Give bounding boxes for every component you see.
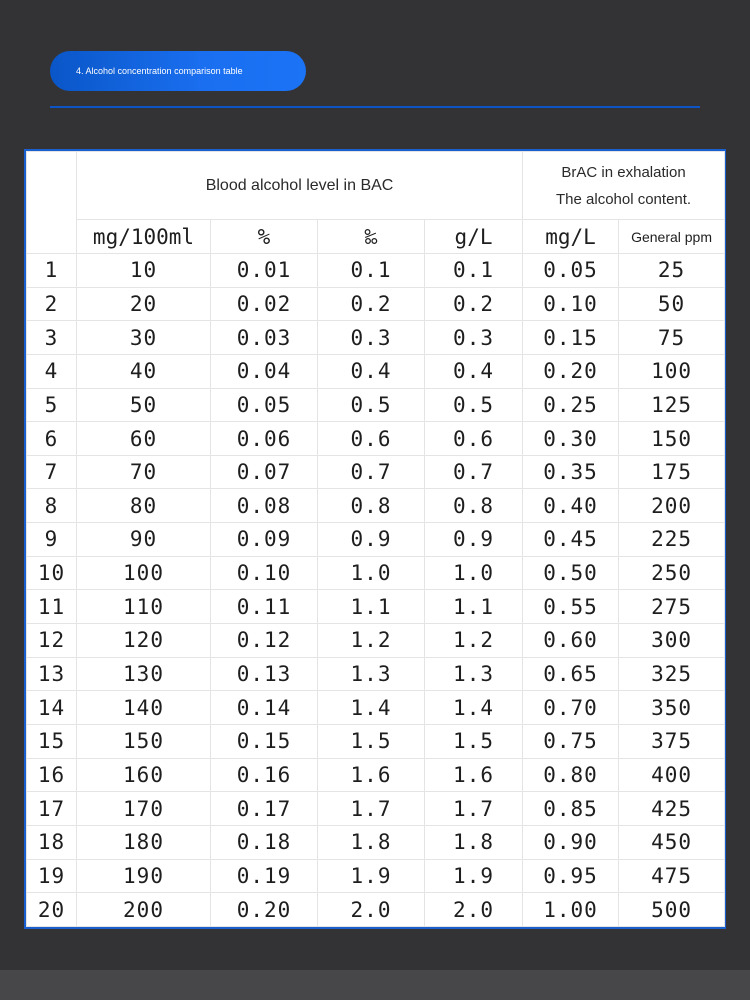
percent-value-cell: 0.14 [211, 691, 318, 725]
column-header-percent: % [211, 220, 318, 254]
mg100ml-value-cell: 60 [77, 422, 211, 456]
comparison-table-container [24, 149, 726, 929]
row-index-cell: 6 [27, 422, 77, 456]
row-index-cell: 19 [27, 859, 77, 893]
mg100ml-value-cell: 200 [77, 893, 211, 927]
mgl-value-cell: 0.10 [523, 287, 619, 321]
gl-value-cell: 0.8 [425, 489, 523, 523]
ppm-value-cell: 25 [619, 254, 725, 288]
gl-value-cell: 0.3 [425, 321, 523, 355]
ppm-value-cell: 75 [619, 321, 725, 355]
table-row [27, 489, 725, 523]
gl-value-cell: 1.9 [425, 859, 523, 893]
alcohol-comparison-table [26, 151, 725, 927]
mgl-value-cell: 0.75 [523, 724, 619, 758]
mgl-value-cell: 0.05 [523, 254, 619, 288]
percent-value-cell: 0.10 [211, 556, 318, 590]
mg100ml-value-cell: 80 [77, 489, 211, 523]
mg100ml-value-cell: 50 [77, 388, 211, 422]
ppm-value-cell: 450 [619, 825, 725, 859]
mgl-value-cell: 0.60 [523, 624, 619, 658]
mgl-value-cell: 0.90 [523, 825, 619, 859]
permille-value-cell: 1.6 [318, 758, 425, 792]
mgl-value-cell: 0.20 [523, 354, 619, 388]
gl-value-cell: 0.7 [425, 455, 523, 489]
row-index-cell: 10 [27, 556, 77, 590]
row-index-cell: 8 [27, 489, 77, 523]
percent-value-cell: 0.12 [211, 624, 318, 658]
ppm-value-cell: 375 [619, 724, 725, 758]
mgl-value-cell: 0.40 [523, 489, 619, 523]
table-row [27, 893, 725, 927]
ppm-value-cell: 175 [619, 455, 725, 489]
brac-header-line1: BrAC in exhalation [561, 163, 686, 181]
permille-value-cell: 2.0 [318, 893, 425, 927]
row-index-cell: 17 [27, 792, 77, 826]
mgl-value-cell: 0.55 [523, 590, 619, 624]
gl-value-cell: 1.3 [425, 657, 523, 691]
gl-value-cell: 1.4 [425, 691, 523, 725]
permille-value-cell: 0.7 [318, 455, 425, 489]
mg100ml-value-cell: 90 [77, 523, 211, 557]
mg100ml-value-cell: 40 [77, 354, 211, 388]
row-index-cell: 15 [27, 724, 77, 758]
gl-value-cell: 0.9 [425, 523, 523, 557]
mg100ml-value-cell: 190 [77, 859, 211, 893]
ppm-value-cell: 50 [619, 287, 725, 321]
table-row [27, 254, 725, 288]
table-row [27, 321, 725, 355]
ppm-value-cell: 400 [619, 758, 725, 792]
section-title-pill [50, 51, 306, 91]
ppm-value-cell: 475 [619, 859, 725, 893]
row-index-cell: 9 [27, 523, 77, 557]
mg100ml-value-cell: 120 [77, 624, 211, 658]
ppm-value-cell: 350 [619, 691, 725, 725]
percent-value-cell: 0.16 [211, 758, 318, 792]
percent-value-cell: 0.19 [211, 859, 318, 893]
percent-value-cell: 0.09 [211, 523, 318, 557]
gl-value-cell: 1.7 [425, 792, 523, 826]
gl-value-cell: 1.0 [425, 556, 523, 590]
section-title: 4. Alcohol concentration comparison table [76, 66, 243, 76]
table-row [27, 388, 725, 422]
title-divider [50, 106, 700, 108]
table-row [27, 624, 725, 658]
percent-value-cell: 0.03 [211, 321, 318, 355]
ppm-value-cell: 125 [619, 388, 725, 422]
index-header-cell [27, 152, 77, 254]
mgl-value-cell: 1.00 [523, 893, 619, 927]
ppm-value-cell: 425 [619, 792, 725, 826]
row-index-cell: 7 [27, 455, 77, 489]
row-index-cell: 3 [27, 321, 77, 355]
gl-value-cell: 0.5 [425, 388, 523, 422]
percent-value-cell: 0.13 [211, 657, 318, 691]
mg100ml-value-cell: 100 [77, 556, 211, 590]
row-index-cell: 2 [27, 287, 77, 321]
mg100ml-value-cell: 10 [77, 254, 211, 288]
row-index-cell: 16 [27, 758, 77, 792]
permille-value-cell: 0.5 [318, 388, 425, 422]
permille-value-cell: 0.9 [318, 523, 425, 557]
mg100ml-value-cell: 180 [77, 825, 211, 859]
permille-value-cell: 1.4 [318, 691, 425, 725]
permille-value-cell: 0.8 [318, 489, 425, 523]
gl-value-cell: 1.8 [425, 825, 523, 859]
table-row [27, 657, 725, 691]
column-header-ppm: General ppm [619, 220, 725, 254]
gl-value-cell: 2.0 [425, 893, 523, 927]
table-row [27, 287, 725, 321]
percent-value-cell: 0.01 [211, 254, 318, 288]
mgl-value-cell: 0.45 [523, 523, 619, 557]
ppm-value-cell: 275 [619, 590, 725, 624]
gl-value-cell: 0.6 [425, 422, 523, 456]
permille-value-cell: 0.6 [318, 422, 425, 456]
mg100ml-value-cell: 170 [77, 792, 211, 826]
ppm-value-cell: 225 [619, 523, 725, 557]
permille-value-cell: 1.9 [318, 859, 425, 893]
bottom-strip [0, 970, 750, 1000]
ppm-value-cell: 500 [619, 893, 725, 927]
permille-value-cell: 0.4 [318, 354, 425, 388]
column-header-mg100ml: mg/100ml [77, 220, 211, 254]
ppm-value-cell: 325 [619, 657, 725, 691]
ppm-value-cell: 100 [619, 354, 725, 388]
percent-value-cell: 0.11 [211, 590, 318, 624]
mg100ml-value-cell: 140 [77, 691, 211, 725]
mgl-value-cell: 0.65 [523, 657, 619, 691]
table-row [27, 724, 725, 758]
gl-value-cell: 0.2 [425, 287, 523, 321]
mg100ml-value-cell: 20 [77, 287, 211, 321]
mgl-value-cell: 0.35 [523, 455, 619, 489]
row-index-cell: 12 [27, 624, 77, 658]
mg100ml-value-cell: 110 [77, 590, 211, 624]
permille-value-cell: 0.1 [318, 254, 425, 288]
permille-value-cell: 1.5 [318, 724, 425, 758]
gl-value-cell: 1.2 [425, 624, 523, 658]
permille-value-cell: 1.0 [318, 556, 425, 590]
row-index-cell: 18 [27, 825, 77, 859]
mg100ml-value-cell: 150 [77, 724, 211, 758]
table-row [27, 523, 725, 557]
mgl-value-cell: 0.15 [523, 321, 619, 355]
table-row [27, 354, 725, 388]
percent-value-cell: 0.05 [211, 388, 318, 422]
row-index-cell: 20 [27, 893, 77, 927]
table-body [27, 254, 725, 927]
brac-header-line2: The alcohol content. [556, 190, 692, 208]
column-header-gl: g/L [425, 220, 523, 254]
mgl-value-cell: 0.95 [523, 859, 619, 893]
permille-value-cell: 1.3 [318, 657, 425, 691]
permille-value-cell: 0.2 [318, 287, 425, 321]
ppm-value-cell: 150 [619, 422, 725, 456]
ppm-value-cell: 200 [619, 489, 725, 523]
mg100ml-value-cell: 160 [77, 758, 211, 792]
percent-value-cell: 0.07 [211, 455, 318, 489]
row-index-cell: 1 [27, 254, 77, 288]
table-row [27, 792, 725, 826]
row-index-cell: 4 [27, 354, 77, 388]
percent-value-cell: 0.02 [211, 287, 318, 321]
mg100ml-value-cell: 70 [77, 455, 211, 489]
mgl-value-cell: 0.80 [523, 758, 619, 792]
gl-value-cell: 0.1 [425, 254, 523, 288]
header-group-row [27, 152, 725, 220]
table-row [27, 859, 725, 893]
brac-group-header [523, 152, 725, 220]
percent-value-cell: 0.08 [211, 489, 318, 523]
mgl-value-cell: 0.25 [523, 388, 619, 422]
row-index-cell: 5 [27, 388, 77, 422]
table-row [27, 556, 725, 590]
permille-value-cell: 1.1 [318, 590, 425, 624]
gl-value-cell: 0.4 [425, 354, 523, 388]
gl-value-cell: 1.1 [425, 590, 523, 624]
mgl-value-cell: 0.85 [523, 792, 619, 826]
permille-value-cell: 1.8 [318, 825, 425, 859]
table-row [27, 590, 725, 624]
column-header-permille: ‰ [318, 220, 425, 254]
mgl-value-cell: 0.50 [523, 556, 619, 590]
percent-value-cell: 0.04 [211, 354, 318, 388]
permille-value-cell: 1.7 [318, 792, 425, 826]
table-row [27, 758, 725, 792]
table-header [27, 152, 725, 254]
row-index-cell: 11 [27, 590, 77, 624]
ppm-value-cell: 250 [619, 556, 725, 590]
percent-value-cell: 0.06 [211, 422, 318, 456]
table-row [27, 691, 725, 725]
permille-value-cell: 1.2 [318, 624, 425, 658]
percent-value-cell: 0.15 [211, 724, 318, 758]
ppm-value-cell: 300 [619, 624, 725, 658]
percent-value-cell: 0.18 [211, 825, 318, 859]
percent-value-cell: 0.17 [211, 792, 318, 826]
mg100ml-value-cell: 30 [77, 321, 211, 355]
row-index-cell: 14 [27, 691, 77, 725]
percent-value-cell: 0.20 [211, 893, 318, 927]
table-row [27, 455, 725, 489]
bac-group-header: Blood alcohol level in BAC [77, 152, 523, 220]
column-header-mgl: mg/L [523, 220, 619, 254]
header-unit-row [27, 220, 725, 254]
gl-value-cell: 1.5 [425, 724, 523, 758]
table-row [27, 825, 725, 859]
table-row [27, 422, 725, 456]
gl-value-cell: 1.6 [425, 758, 523, 792]
mgl-value-cell: 0.30 [523, 422, 619, 456]
permille-value-cell: 0.3 [318, 321, 425, 355]
mg100ml-value-cell: 130 [77, 657, 211, 691]
row-index-cell: 13 [27, 657, 77, 691]
mgl-value-cell: 0.70 [523, 691, 619, 725]
